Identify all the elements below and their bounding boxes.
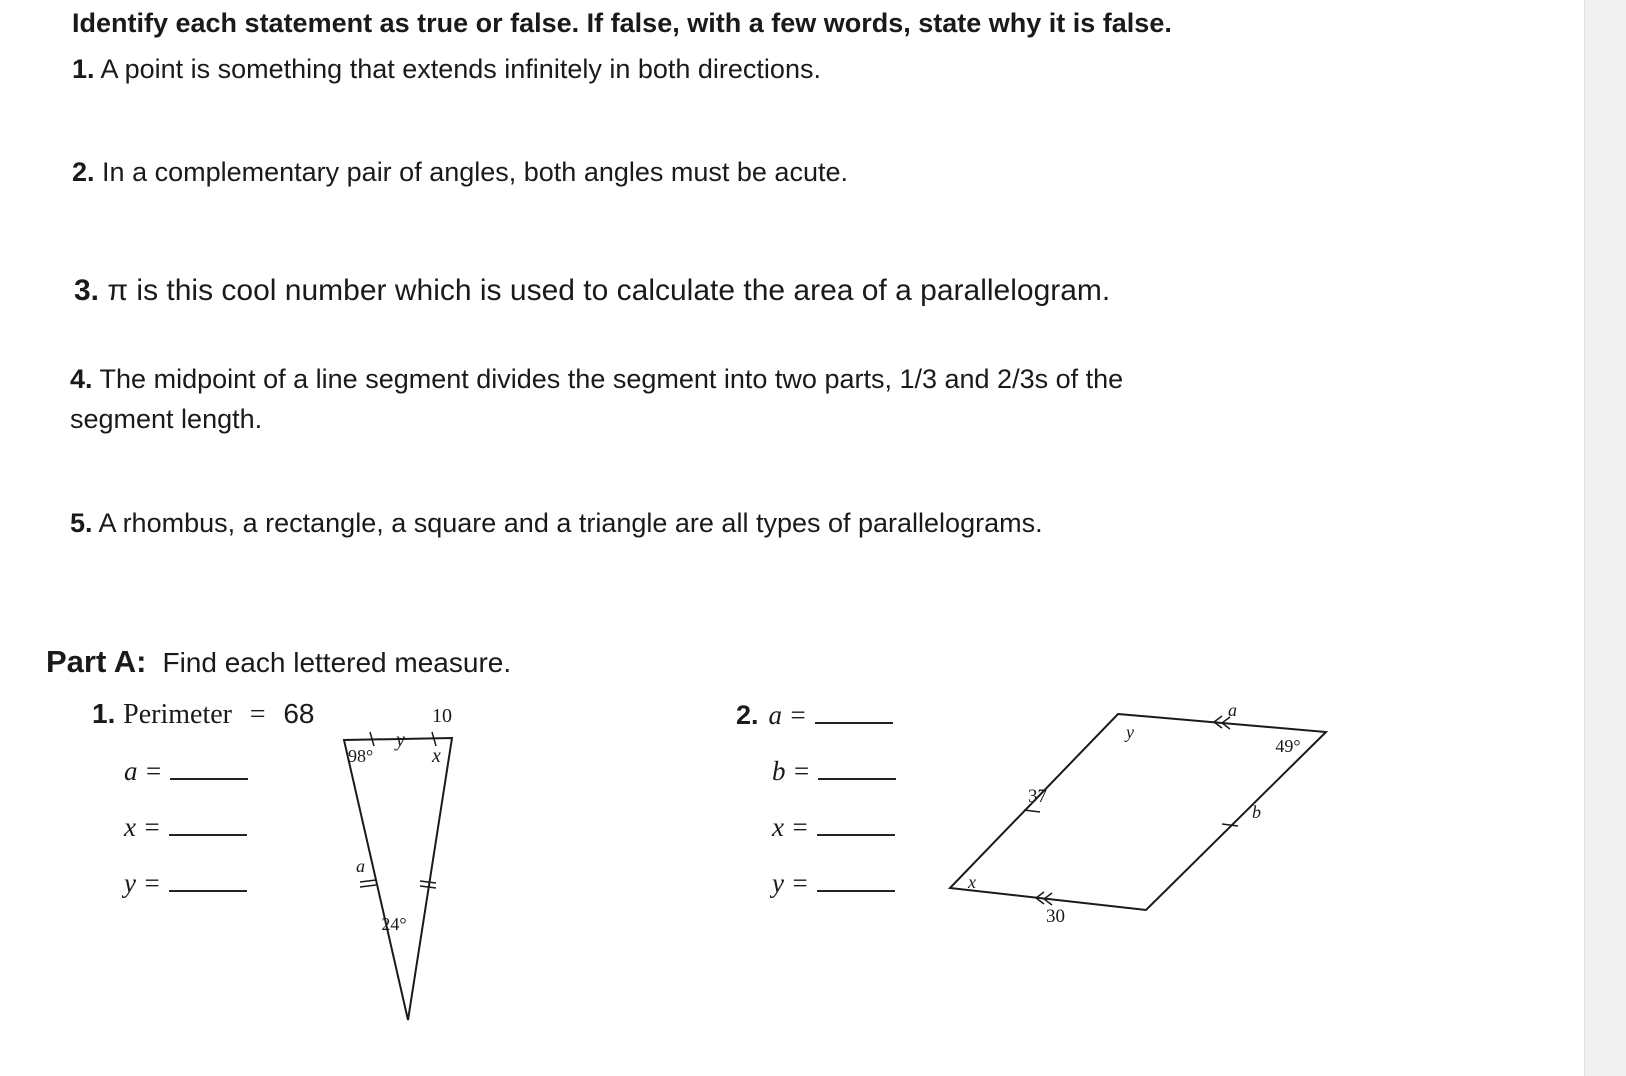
kite-angle-bottom: 24° [381, 914, 407, 934]
answer-label: y = [124, 868, 161, 898]
statement-1-text: A point is something that extends infinitely in both directions. [100, 54, 821, 84]
kite-side-label: 10 [432, 705, 452, 727]
parallelogram-label-y: y [1126, 722, 1134, 742]
kite-label-a: a [356, 856, 365, 876]
statement-2-text: In a complementary pair of angles, both angles must be acute. [102, 157, 848, 187]
answer-blank[interactable] [169, 832, 247, 836]
answer-label: x = [124, 812, 161, 842]
answer-blank[interactable] [169, 888, 247, 892]
tick-mark [1222, 824, 1238, 826]
parallelogram-angle: 49° [1275, 736, 1301, 756]
kite-outline [344, 738, 452, 1020]
scrollbar-track[interactable] [1584, 0, 1626, 1076]
kite-figure [340, 700, 490, 1030]
tick-mark [1024, 810, 1040, 812]
kite-label-y: y [396, 729, 405, 751]
statement-4-number: 4. [70, 364, 93, 394]
part-a-label: Part A: [46, 644, 147, 679]
answer-blank[interactable] [817, 832, 895, 836]
parallelogram-label-b: b [1252, 802, 1261, 822]
problem-1-answer-a [124, 756, 248, 787]
problem-1-number: 1. [92, 698, 116, 729]
statement-3-number: 3. [74, 274, 100, 307]
answer-blank[interactable] [817, 888, 895, 892]
problem-2-answer-y [772, 868, 895, 899]
answer-blank[interactable] [818, 776, 896, 780]
problem-1-equals: = [249, 699, 266, 730]
tick-mark [360, 885, 376, 887]
answer-label: x = [772, 812, 809, 842]
answer-blank[interactable] [170, 776, 248, 780]
parallelogram-label-x: x [968, 872, 976, 892]
statement-5-number: 5. [70, 508, 93, 538]
tick-mark [360, 880, 376, 882]
problem-2-answer-x [772, 812, 895, 843]
tick-mark [420, 881, 436, 883]
problem-2-answer-a [736, 700, 893, 731]
problem-1-perimeter-value: 68 [283, 698, 315, 729]
statement-1 [72, 54, 821, 85]
parallelogram-outline [950, 714, 1326, 910]
problem-1-answer-x [124, 812, 247, 843]
answer-label: b = [772, 756, 811, 786]
problem-2-number: 2. [736, 700, 759, 730]
statement-4-line2: segment length. [70, 404, 263, 434]
answer-label: a = [768, 700, 808, 730]
statement-5 [70, 508, 1043, 539]
problem-2-answer-b [772, 756, 896, 787]
parallelogram-side-left: 37 [1028, 786, 1047, 807]
parallelogram-side-bottom: 30 [1046, 906, 1065, 927]
problem-1-answer-y [124, 868, 247, 899]
statement-5-text: A rhombus, a rectangle, a square and a triangle are all types of parallelograms. [98, 508, 1043, 538]
parallelogram-label-a: a [1228, 700, 1237, 720]
tick-mark [420, 886, 436, 888]
part-a-heading [46, 644, 511, 680]
answer-blank[interactable] [815, 720, 893, 724]
problem-1-perimeter-label: Perimeter [123, 699, 232, 730]
statement-3 [74, 274, 1110, 308]
part-a-instruction: Find each lettered measure. [162, 647, 512, 678]
kite-angle-top: 98° [348, 746, 374, 766]
statement-3-text: π is this cool number which is used to calculate the area of a parallelogram. [107, 274, 1111, 307]
statement-2 [72, 157, 848, 188]
instructions: Identify each statement as true or false. If false, with a few words, state why it is false. [72, 8, 1172, 38]
parallelogram-figure [940, 700, 1340, 930]
statement-1-number: 1. [72, 54, 95, 84]
statement-4 [70, 364, 1123, 395]
kite-label-x: x [432, 745, 441, 767]
problem-1-header [92, 698, 315, 731]
statement-2-number: 2. [72, 157, 95, 187]
answer-label: y = [772, 868, 809, 898]
answer-label: a = [124, 756, 163, 786]
statement-4-text-line1: The midpoint of a line segment divides the segment into two parts, 1/3 and 2/3s of the [99, 364, 1124, 394]
